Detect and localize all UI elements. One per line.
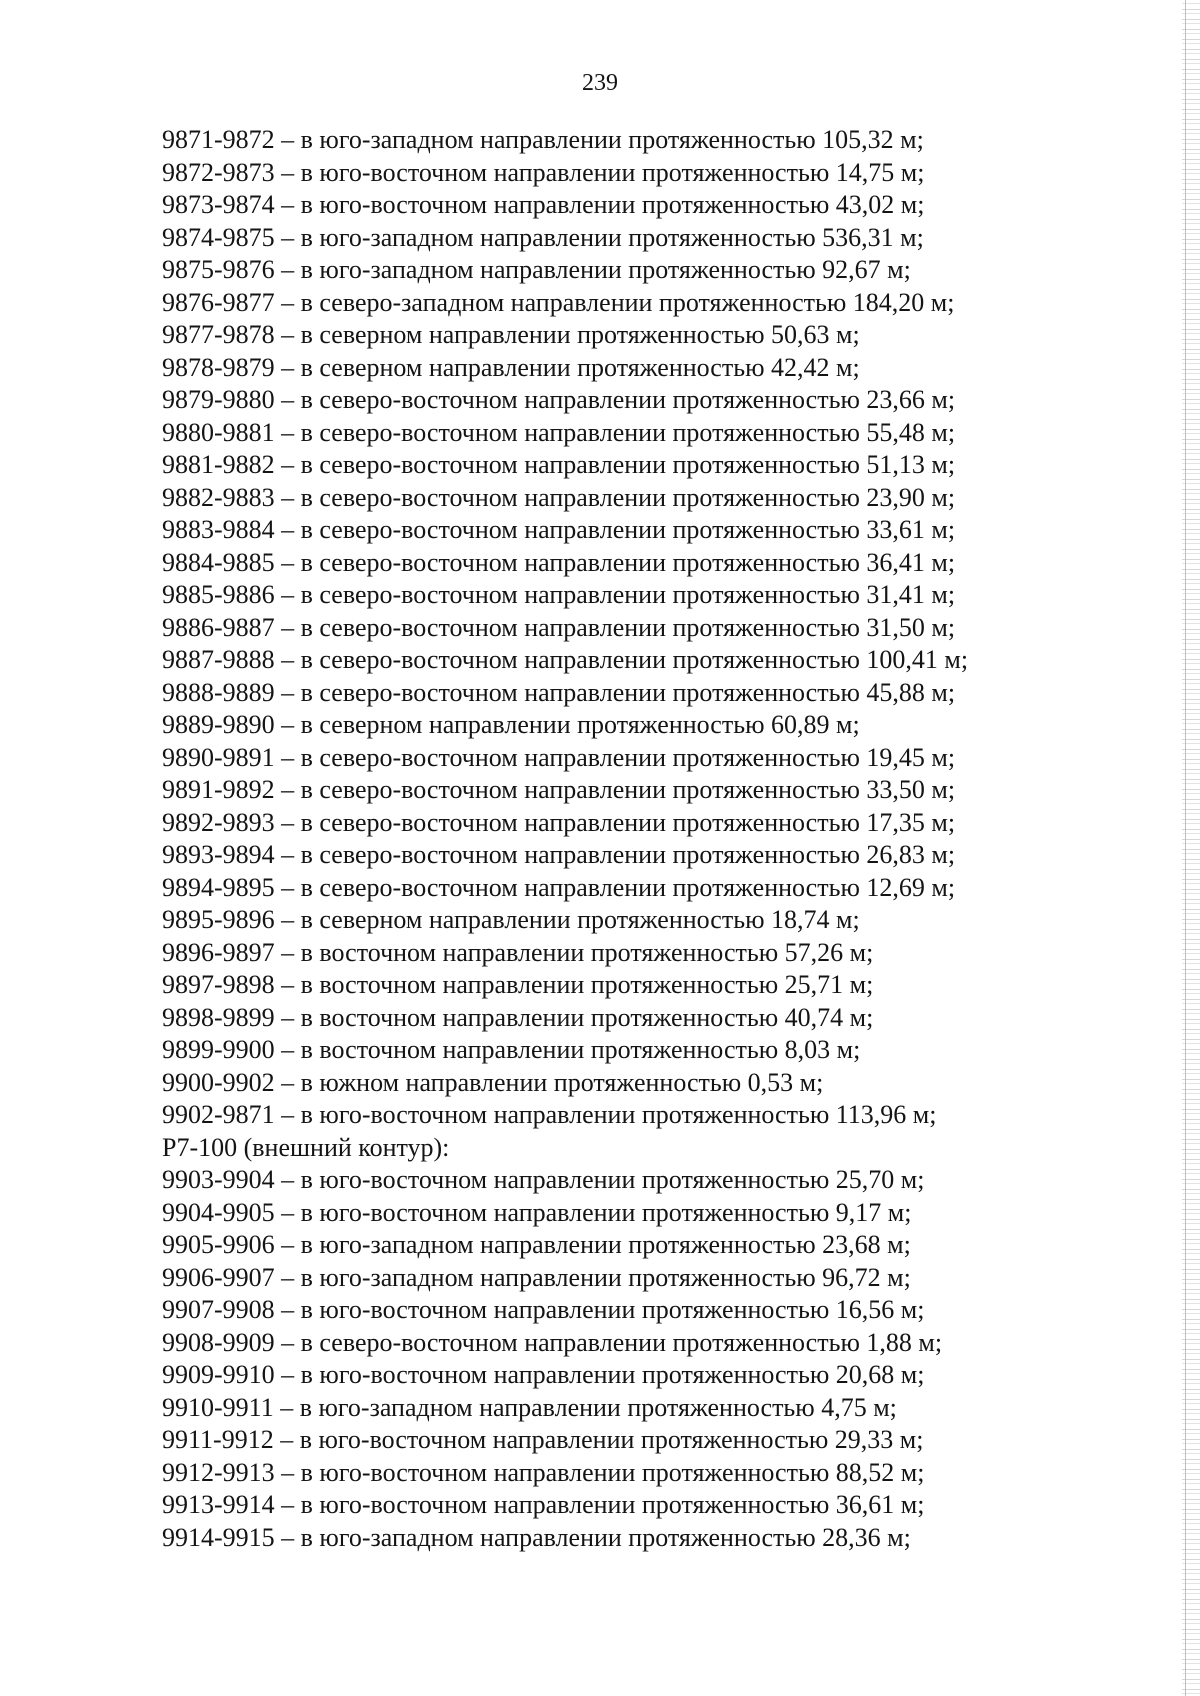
text-line: 9890-9891 – в северо-восточном направлении протяженностью 19,45 м; bbox=[162, 742, 956, 772]
page-number: 239 bbox=[582, 70, 618, 96]
text-line: 9911-9912 – в юго-восточном направлении протяженностью 29,33 м; bbox=[162, 1425, 924, 1454]
text-line: 9894-9895 – в северо-восточном направлении протяженностью 12,69 м; bbox=[162, 872, 956, 902]
text-line: 9873-9874 – в юго-восточном направлении протяженностью 43,02 м; bbox=[162, 190, 925, 219]
text-line: 9898-9899 – в восточном направлении протяженностью 40,74 м; bbox=[162, 1002, 874, 1032]
text-line: 9888-9889 – в северо-восточном направлении протяженностью 45,88 м; bbox=[162, 677, 956, 707]
text-line: 9906-9907 – в юго-западном направлении протяженностью 96,72 м; bbox=[162, 1262, 911, 1292]
text-line: 9900-9902 – в южном направлении протяженностью 0,53 м; bbox=[162, 1067, 824, 1097]
text-line: 9907-9908 – в юго-восточном направлении протяженностью 16,56 м; bbox=[162, 1295, 925, 1324]
text-line: 9905-9906 – в юго-западном направлении протяженностью 23,68 м; bbox=[162, 1230, 911, 1259]
text-line: 9903-9904 – в юго-восточном направлении протяженностью 25,70 м; bbox=[162, 1165, 925, 1194]
text-line: 9872-9873 – в юго-восточном направлении протяженностью 14,75 м; bbox=[162, 157, 925, 187]
text-line: 9882-9883 – в северо-восточном направлении протяженностью 23,90 м; bbox=[162, 482, 956, 512]
text-line: 9879-9880 – в северо-восточном направлении протяженностью 23,66 м; bbox=[162, 385, 956, 414]
text-line: 9881-9882 – в северо-восточном направлении протяженностью 51,13 м; bbox=[162, 450, 956, 479]
text-line: 9885-9886 – в северо-восточном направлении протяженностью 31,41 м; bbox=[162, 580, 956, 609]
text-line: 9904-9905 – в юго-восточном направлении протяженностью 9,17 м; bbox=[162, 1197, 912, 1227]
text-line: 9892-9893 – в северо-восточном направлении протяженностью 17,35 м; bbox=[162, 807, 956, 837]
text-line: 9912-9913 – в юго-восточном направлении протяженностью 88,52 м; bbox=[162, 1457, 925, 1487]
text-line: 9913-9914 – в юго-восточном направлении протяженностью 36,61 м; bbox=[162, 1490, 925, 1519]
text-line: 9895-9896 – в северном направлении протяженностью 18,74 м; bbox=[162, 905, 860, 934]
text-line: 9914-9915 – в юго-западном направлении протяженностью 28,36 м; bbox=[162, 1522, 911, 1552]
text-line: 9897-9898 – в восточном направлении протяженностью 25,71 м; bbox=[162, 970, 874, 999]
text-line: 9883-9884 – в северо-восточном направлении протяженностью 33,61 м; bbox=[162, 515, 956, 544]
text-line: 9902-9871 – в юго-восточном направлении протяженностью 113,96 м; bbox=[162, 1100, 937, 1129]
scan-edge-line bbox=[1185, 0, 1186, 1696]
text-line: 9893-9894 – в северо-восточном направлении протяженностью 26,83 м; bbox=[162, 840, 956, 869]
text-line: Р7-100 (внешний контур): bbox=[162, 1132, 450, 1162]
text-line: 9899-9900 – в восточном направлении протяженностью 8,03 м; bbox=[162, 1035, 861, 1064]
text-line: 9875-9876 – в юго-западном направлении протяженностью 92,67 м; bbox=[162, 255, 911, 284]
text-line: 9884-9885 – в северо-восточном направлении протяженностью 36,41 м; bbox=[162, 547, 956, 577]
text-line: 9896-9897 – в восточном направлении протяженностью 57,26 м; bbox=[162, 937, 874, 967]
text-line: 9908-9909 – в северо-восточном направлении протяженностью 1,88 м; bbox=[162, 1327, 943, 1357]
text-line: 9874-9875 – в юго-западном направлении протяженностью 536,31 м; bbox=[162, 222, 924, 252]
text-line: 9887-9888 – в северо-восточном направлении протяженностью 100,41 м; bbox=[162, 645, 969, 674]
boundary-description-list bbox=[162, 124, 1082, 1554]
text-line: 9891-9892 – в северо-восточном направлении протяженностью 33,50 м; bbox=[162, 775, 956, 804]
text-line: 9876-9877 – в северо-западном направлении протяженностью 184,20 м; bbox=[162, 287, 955, 317]
text-line: 9871-9872 – в юго-западном направлении протяженностью 105,32 м; bbox=[162, 125, 924, 154]
text-line: 9909-9910 – в юго-восточном направлении протяженностью 20,68 м; bbox=[162, 1360, 925, 1389]
text-line: 9910-9911 – в юго-западном направлении протяженностью 4,75 м; bbox=[162, 1392, 897, 1422]
text-line: 9878-9879 – в северном направлении протяженностью 42,42 м; bbox=[162, 352, 860, 382]
text-line: 9877-9878 – в северном направлении протяженностью 50,63 м; bbox=[162, 320, 860, 349]
text-line: 9880-9881 – в северо-восточном направлении протяженностью 55,48 м; bbox=[162, 417, 956, 447]
text-line: 9886-9887 – в северо-восточном направлении протяженностью 31,50 м; bbox=[162, 612, 956, 642]
text-line: 9889-9890 – в северном направлении протяженностью 60,89 м; bbox=[162, 710, 860, 739]
